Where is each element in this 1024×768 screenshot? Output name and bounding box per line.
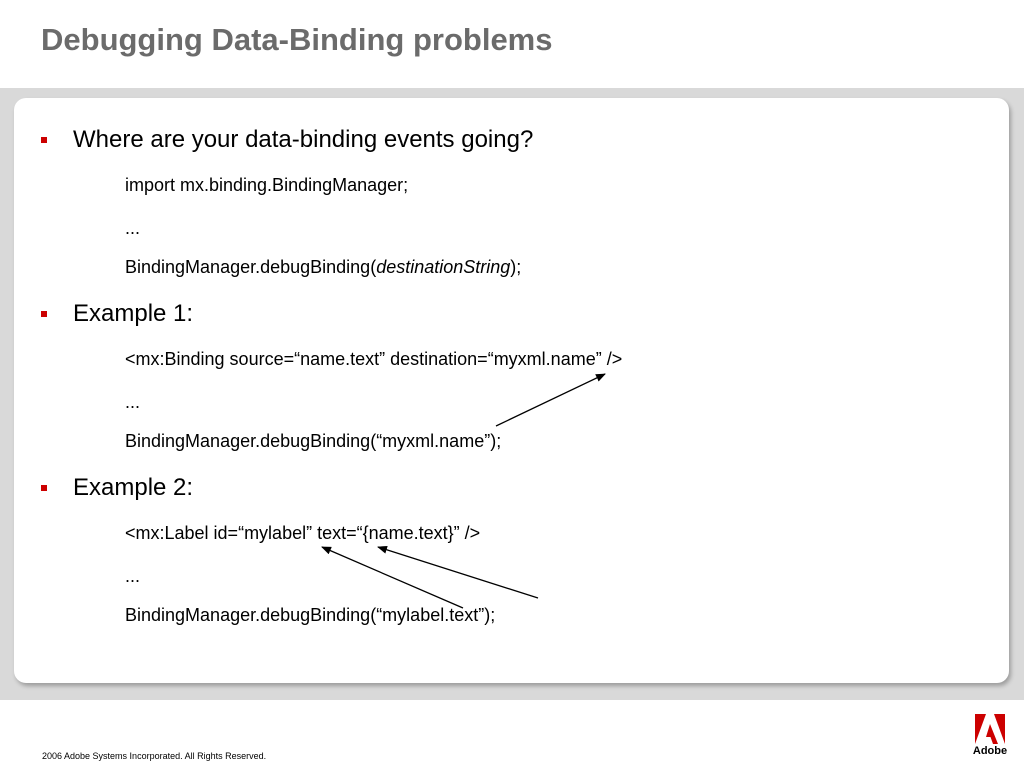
code-line: <mx:Binding source=“name.text” destination=“myxml.name” /> — [125, 349, 623, 369]
footer-copyright: 2006 Adobe Systems Incorporated. All Rights Reserved. — [42, 751, 267, 761]
code-text: ); — [510, 257, 522, 277]
code-line: ... — [125, 218, 141, 238]
arrow-example-2-text — [378, 547, 538, 598]
bullet-text: Example 2: — [73, 474, 194, 501]
arrow-example-1 — [496, 374, 605, 426]
code-line: ... — [125, 392, 141, 412]
code-line: ... — [125, 566, 141, 586]
arrow-example-2-label — [322, 547, 463, 608]
bullet-text: Example 1: — [73, 300, 194, 327]
code-line: <mx:Label id=“mylabel” text=“{name.text}” /> — [125, 523, 481, 543]
code-line: BindingManager.debugBinding(“myxml.name”); — [125, 431, 502, 451]
slide-title: Debugging Data-Binding problems — [41, 22, 553, 57]
code-italic-text: destinationString — [376, 257, 511, 277]
code-line: import mx.binding.BindingManager; — [125, 175, 409, 195]
code-text: BindingManager.debugBinding( — [125, 257, 377, 277]
adobe-wordmark: Adobe — [972, 745, 1008, 757]
bullet-text: Where are your data-binding events going? — [73, 126, 534, 153]
code-line: BindingManager.debugBinding(“mylabel.text”); — [125, 605, 496, 625]
